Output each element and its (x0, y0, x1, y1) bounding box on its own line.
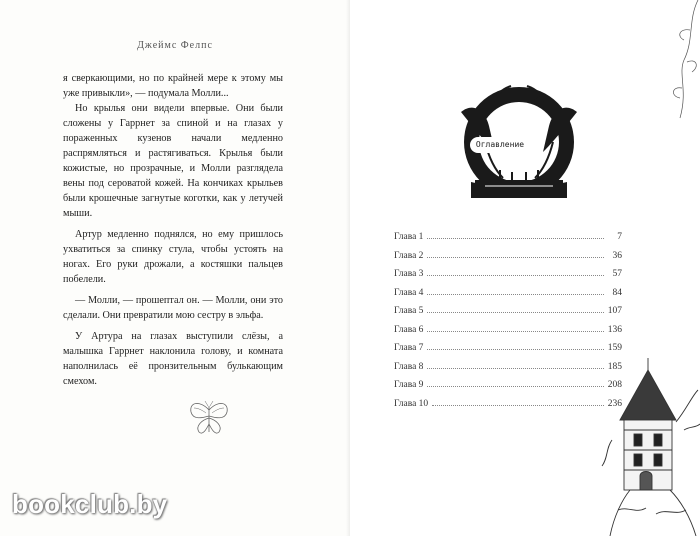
toc-chapter-title: Глава 10 (394, 398, 429, 409)
toc-page-number: 57 (612, 269, 622, 279)
toc-leader-dots (427, 331, 603, 332)
toc-row[interactable] (394, 325, 622, 344)
toc-row[interactable] (394, 269, 622, 288)
toc-leader-dots (427, 275, 604, 276)
toc-page-number: 107 (607, 306, 622, 316)
toc-row[interactable] (394, 343, 622, 362)
toc-leader-dots (427, 368, 603, 369)
toc-page-number: 136 (607, 324, 622, 335)
toc-chapter-title: Глава 5 (394, 306, 424, 316)
toc-page-number: 7 (617, 232, 622, 242)
toc-chapter-title: Глава 1 (394, 232, 424, 242)
table-of-contents (394, 232, 622, 417)
toc-chapter-title: Глава 2 (394, 250, 424, 261)
toc-row[interactable] (394, 380, 622, 399)
toc-row[interactable] (394, 306, 622, 325)
paragraph: — Молли, — прошептал он. — Молли, они это сделали. Они превратили мою сестру в эльфа. (63, 295, 283, 321)
toc-page-number: 159 (607, 343, 622, 353)
toc-chapter-title: Глава 6 (394, 324, 424, 335)
toc-leader-dots (427, 312, 603, 313)
toc-page-number: 36 (612, 250, 622, 261)
toc-leader-dots (427, 238, 604, 239)
toc-leader-dots (427, 294, 604, 295)
toc-leader-dots (427, 257, 604, 258)
paragraph: Артур медленно поднялся, но ему пришлось ухватиться за спинку стула, чтобы устоять на ногах. Его руки дрожали, а костяшки пальцев побелели. (63, 229, 283, 285)
toc-row[interactable] (394, 362, 622, 381)
vine-illustration-icon (640, 0, 700, 120)
toc-chapter-title: Глава 9 (394, 380, 424, 390)
toc-page-number: 208 (607, 380, 622, 390)
emblem-title: Оглавление (470, 137, 530, 153)
toc-leader-dots (432, 405, 604, 406)
paragraph: Но крылья они видели впервые. Они были сложены у Гаррнет за спиной и на глазах у пораженных кузенов начали медленно распрямляться и растягиваться. Крылья были кожистые, но прозрачные, и Молли разглядела вены под сероватой кожей. На кончиках крыльев были крошечные загнутые коготки, как у летучей мыши. (63, 103, 283, 219)
body-text (63, 71, 283, 389)
butterfly-ornament-icon (186, 398, 232, 438)
toc-row[interactable] (394, 399, 622, 418)
toc-page-number: 236 (607, 398, 622, 409)
toc-page-number: 84 (612, 287, 622, 298)
toc-leader-dots (427, 349, 603, 350)
toc-chapter-title: Глава 4 (394, 287, 424, 298)
tower-illustration-icon (600, 330, 700, 536)
paragraph: У Артура на глазах выступили слёзы, а малышка Гаррнет наклонила голову, и комната наполнилась её пронзительным булькающим смехом. (63, 331, 283, 387)
toc-row[interactable] (394, 288, 622, 307)
toc-row[interactable] (394, 232, 622, 251)
toc-page-number: 185 (607, 361, 622, 372)
site-watermark: bookclub.by (12, 489, 168, 519)
running-head: Джеймс Фелпс (137, 40, 213, 51)
toc-chapter-title: Глава 8 (394, 361, 424, 372)
toc-row[interactable] (394, 251, 622, 270)
toc-chapter-title: Глава 7 (394, 343, 424, 353)
toc-chapter-title: Глава 3 (394, 269, 424, 279)
paragraph: я сверкающими, но по крайней мере к этому мы уже привыкли», — подумала Молли... (63, 73, 283, 99)
toc-leader-dots (427, 386, 603, 387)
